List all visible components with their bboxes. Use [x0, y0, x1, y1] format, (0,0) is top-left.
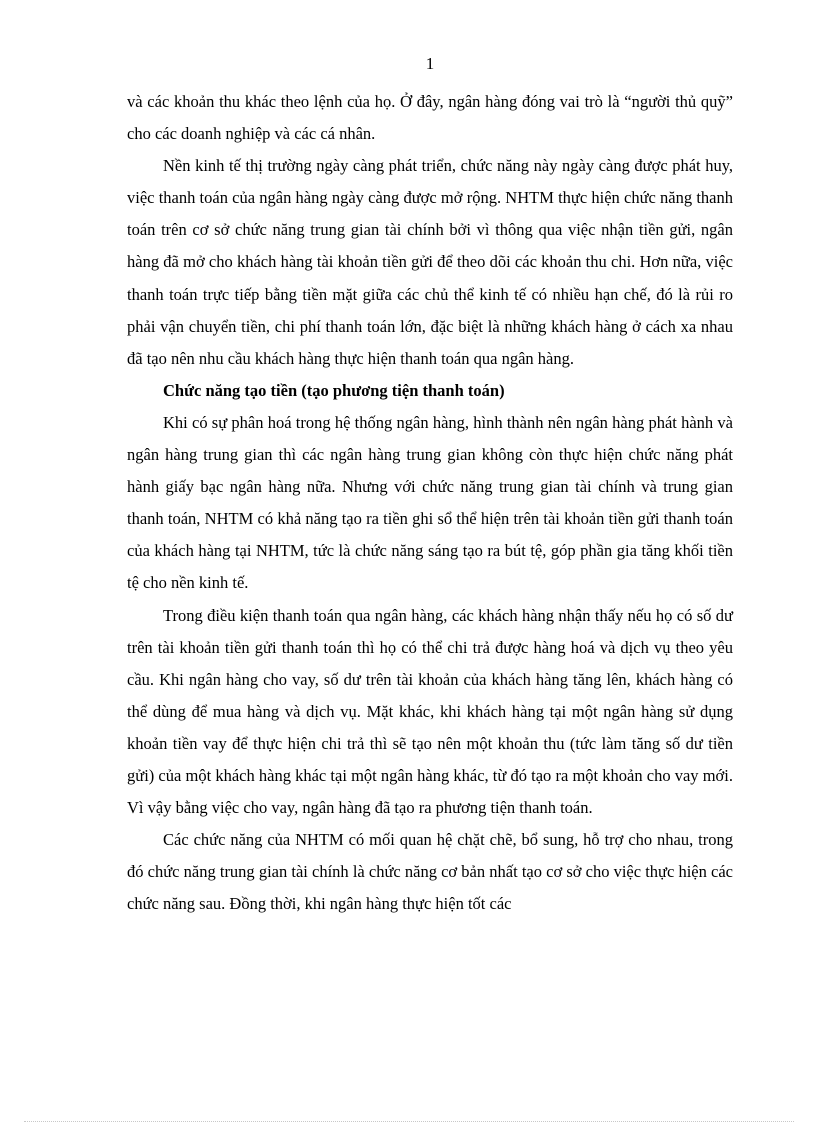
paragraph: Nền kinh tế thị trường ngày càng phát triển, chức năng này ngày càng được phát huy, việc thanh toán của ngân hàng ngày càng được mở rộng. NHTM thực hiện chức năng thanh toán trên cơ sở chức năng trung gian tài chính bởi vì thông qua việc nhận tiền gửi, ngân hàng đã mở cho khách hàng tài khoản tiền gửi để theo dõi các khoản thu chi. Hơn nữa, việc thanh toán trực tiếp bằng tiền mặt giữa các chủ thể kinh tế có nhiều hạn chế, đó là rủi ro phải vận chuyển tiền, chi phí thanh toán lớn, đặc biệt là những khách hàng ở cách xa nhau đã tạo nên nhu cầu khách hàng thực hiện thanh toán qua ngân hàng.: [127, 156, 733, 368]
page-number: 1: [425, 54, 435, 73]
page-bottom-divider: [24, 1121, 794, 1122]
paragraph: Các chức năng của NHTM có mối quan hệ chặt chẽ, bổ sung, hỗ trợ cho nhau, trong đó chức năng trung gian tài chính là chức năng cơ bản nhất tạo cơ sở cho việc thực hiện các chức năng sau. Đồng thời, khi ngân hàng thực hiện tốt các: [127, 830, 733, 914]
section-heading: Chức năng tạo tiền (tạo phương tiện thanh toán): [163, 380, 505, 400]
paragraph-continuation: và các khoản thu khác theo lệnh của họ. Ở đây, ngân hàng đóng vai trò là “người thủ quỹ” cho các doanh nghiệp và các cá nhân.: [127, 92, 733, 144]
paragraph: Trong điều kiện thanh toán qua ngân hàng, các khách hàng nhận thấy nếu họ có số dư trên tài khoản tiền gửi thanh toán thì họ có thể chi trả được hàng hoá và dịch vụ theo yêu cầu. Khi ngân hàng cho vay, số dư trên tài khoản của khách hàng tăng lên, khách hàng có thể dùng để mua hàng và dịch vụ. Mặt khác, khi khách hàng tại một ngân hàng sử dụng khoản tiền vay để thực hiện chi trả thì sẽ tạo nên một khoản thu (tức làm tăng số dư tiền gửi) của một khách hàng khác tại một ngân hàng khác, từ đó tạo ra một khoản cho vay mới. Vì vậy bằng việc cho vay, ngân hàng đã tạo ra phương tiện thanh toán.: [127, 605, 733, 818]
paragraph: Khi có sự phân hoá trong hệ thống ngân hàng, hình thành nên ngân hàng phát hành và ngân hàng trung gian thì các ngân hàng trung gian không còn thực hiện chức năng phát hành giấy bạc ngân hàng nữa. Nhưng với chức năng trung gian tài chính và trung gian thanh toán, NHTM có khả năng tạo ra tiền ghi sổ thể hiện trên tài khoản tiền gửi thanh toán của khách hàng tại NHTM, tức là chức năng sáng tạo ra bút tệ, góp phần gia tăng khối tiền tệ cho nền kinh tế.: [127, 412, 733, 593]
body-text: [127, 86, 733, 920]
